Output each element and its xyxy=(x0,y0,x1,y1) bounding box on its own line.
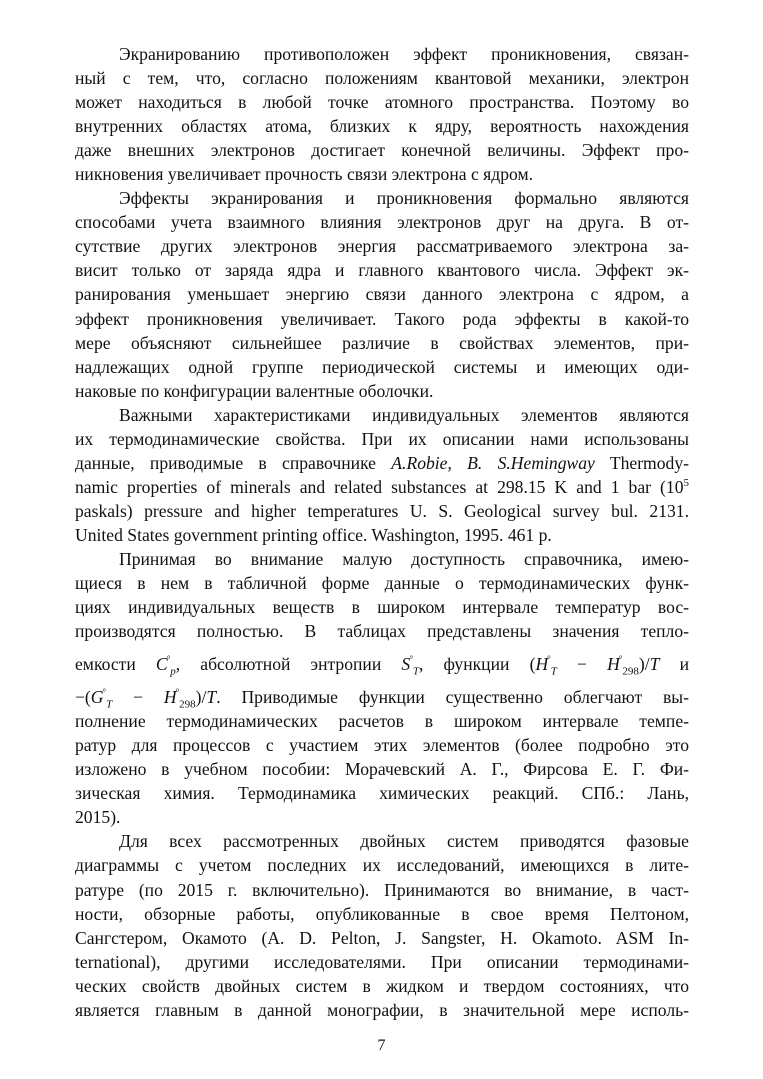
text-line: внутренних областях атома, близких к ядру, вероятность нахождения xyxy=(75,116,689,137)
text-line: зическая химия. Термодинамика химических реакций. СПб.: Лань, xyxy=(75,783,689,804)
text-line: Принимая во внимание малую доступность справочника, имею- xyxy=(119,548,689,569)
gibbs-function-formula: $-(G^\circ_T - H^\circ_{298})/T$ xyxy=(75,687,217,711)
text-line: Для всех рассмотренных двойных систем приводятся фазовые xyxy=(119,831,689,852)
text-line: надлежащих одной группе периодической системы и имеющих оди- xyxy=(75,356,689,377)
text-line: даже внешних электронов достигает конечной величины. Эффект про- xyxy=(75,140,689,161)
heat-capacity-symbol: $C^\circ_p$ xyxy=(155,654,176,678)
text-line: 2015). xyxy=(75,807,121,828)
text-line: наковые по конфигурации валентные оболочки. xyxy=(75,380,434,401)
text-line: ранирования уменьшает энергию связи данного электрона с ядром, а xyxy=(75,284,689,305)
text-line: ратуре (по 2015 г. включительно). Принимаются во внимание, в част- xyxy=(75,879,689,900)
text-line: никновения увеличивает прочность связи электрона с ядром. xyxy=(75,164,533,185)
text-line: производятся полностью. В таблицах представлены значения тепло- xyxy=(75,621,689,642)
text-line: циях индивидуальных веществ в широком интервале температур вос- xyxy=(75,597,689,618)
reference-lead-text: данные, приводимые в справочнике xyxy=(75,452,376,473)
formula-text: емкости xyxy=(75,654,136,675)
text-line: ности, обзорные работы, опубликованные в свое время Пелтоном, xyxy=(75,903,689,924)
paragraph-1 xyxy=(75,42,689,186)
formula-text: , абсолютной энтропии xyxy=(175,654,382,675)
formula-text: , функции xyxy=(418,654,510,675)
text-line: висит только от заряда ядра и главного квантового числа. Эффект эк- xyxy=(75,260,689,281)
text-line: изложено в учебном пособии: Морачевский А. Г., Фирсова Е. Г. Фи- xyxy=(75,759,689,780)
text-line: paskals) pressure and higher temperatures U. S. Geological survey bul. 2131. xyxy=(75,500,689,521)
entropy-symbol: $S^\circ_T$ xyxy=(401,654,419,678)
text-line: Сангстером, Окамото (A. D. Pelton, J. Sangster, H. Okamoto. ASM In- xyxy=(75,927,689,948)
text-line: Важными характеристиками индивидуальных элементов являются xyxy=(119,404,689,425)
text-line: мере объясняют сильнейшее различие в свойствах элементов, при- xyxy=(75,332,689,353)
text-line: ternational), другими исследователями. При описании термодинами- xyxy=(75,951,689,972)
paragraph-4 xyxy=(75,547,689,829)
text-line: сутствие других электронов энергия рассматриваемого электрона за- xyxy=(75,236,689,257)
text-line: может находиться в любой точке атомного пространства. Поэтому во xyxy=(75,92,689,113)
reference-authors: A.Robie, B. S.Hemingway xyxy=(391,452,595,473)
text-line: полнение термодинамических расчетов в широком интервале темпе- xyxy=(75,711,689,732)
text-line: Экранированию противоположен эффект проникновения, связан- xyxy=(119,44,689,64)
text-line: способами учета взаимного влияния электронов друг на друга. В от- xyxy=(75,212,689,233)
superscript: 5 xyxy=(683,476,689,489)
reference-line xyxy=(75,451,689,475)
paragraph-2 xyxy=(75,186,689,402)
formula-text: . Приводимые функции существенно облегчают вы- xyxy=(216,687,689,708)
text-line: является главным в данной монографии, в значительной мере исполь- xyxy=(75,999,689,1020)
text-line: щиеся в нем в табличной форме данные о термодинамических функ- xyxy=(75,573,689,594)
text-line: ный с тем, что, согласно положениям квантовой механики, электрон xyxy=(75,68,689,89)
formula-text: и xyxy=(679,654,690,675)
reference-title: namic properties of minerals and related substances at 298.15 K and 1 bar (10 xyxy=(75,476,684,497)
text-line: ческих свойств двойных систем в жидком и твердом состояниях, что xyxy=(75,975,689,996)
formula-line xyxy=(75,643,689,676)
enthalpy-function-formula: $(H^\circ_T - H^\circ_{298})/T$ xyxy=(529,654,660,678)
text-line: ратур для процессов с участием этих элементов (более подробно это xyxy=(75,735,689,756)
page-number: 7 xyxy=(377,1037,386,1054)
text-line: Эффекты экранирования и проникновения формально являются xyxy=(119,188,689,209)
formula-line xyxy=(75,676,689,709)
text-line: их термодинамические свойства. При их описании нами использованы xyxy=(75,428,689,449)
reference-title-start: Thermody- xyxy=(609,452,689,473)
text-line: диаграммы с учетом последних их исследований, имеющихся в лите- xyxy=(75,855,689,876)
reference-line xyxy=(75,475,689,499)
text-line: United States government printing office. Washington, 1995. 461 p. xyxy=(75,524,552,545)
paragraph-5 xyxy=(75,829,689,1021)
text-line: эффект проникновения увеличивает. Такого рода эффекты в какой-то xyxy=(75,308,689,329)
body-text xyxy=(75,42,689,1022)
paragraph-3 xyxy=(75,403,689,547)
